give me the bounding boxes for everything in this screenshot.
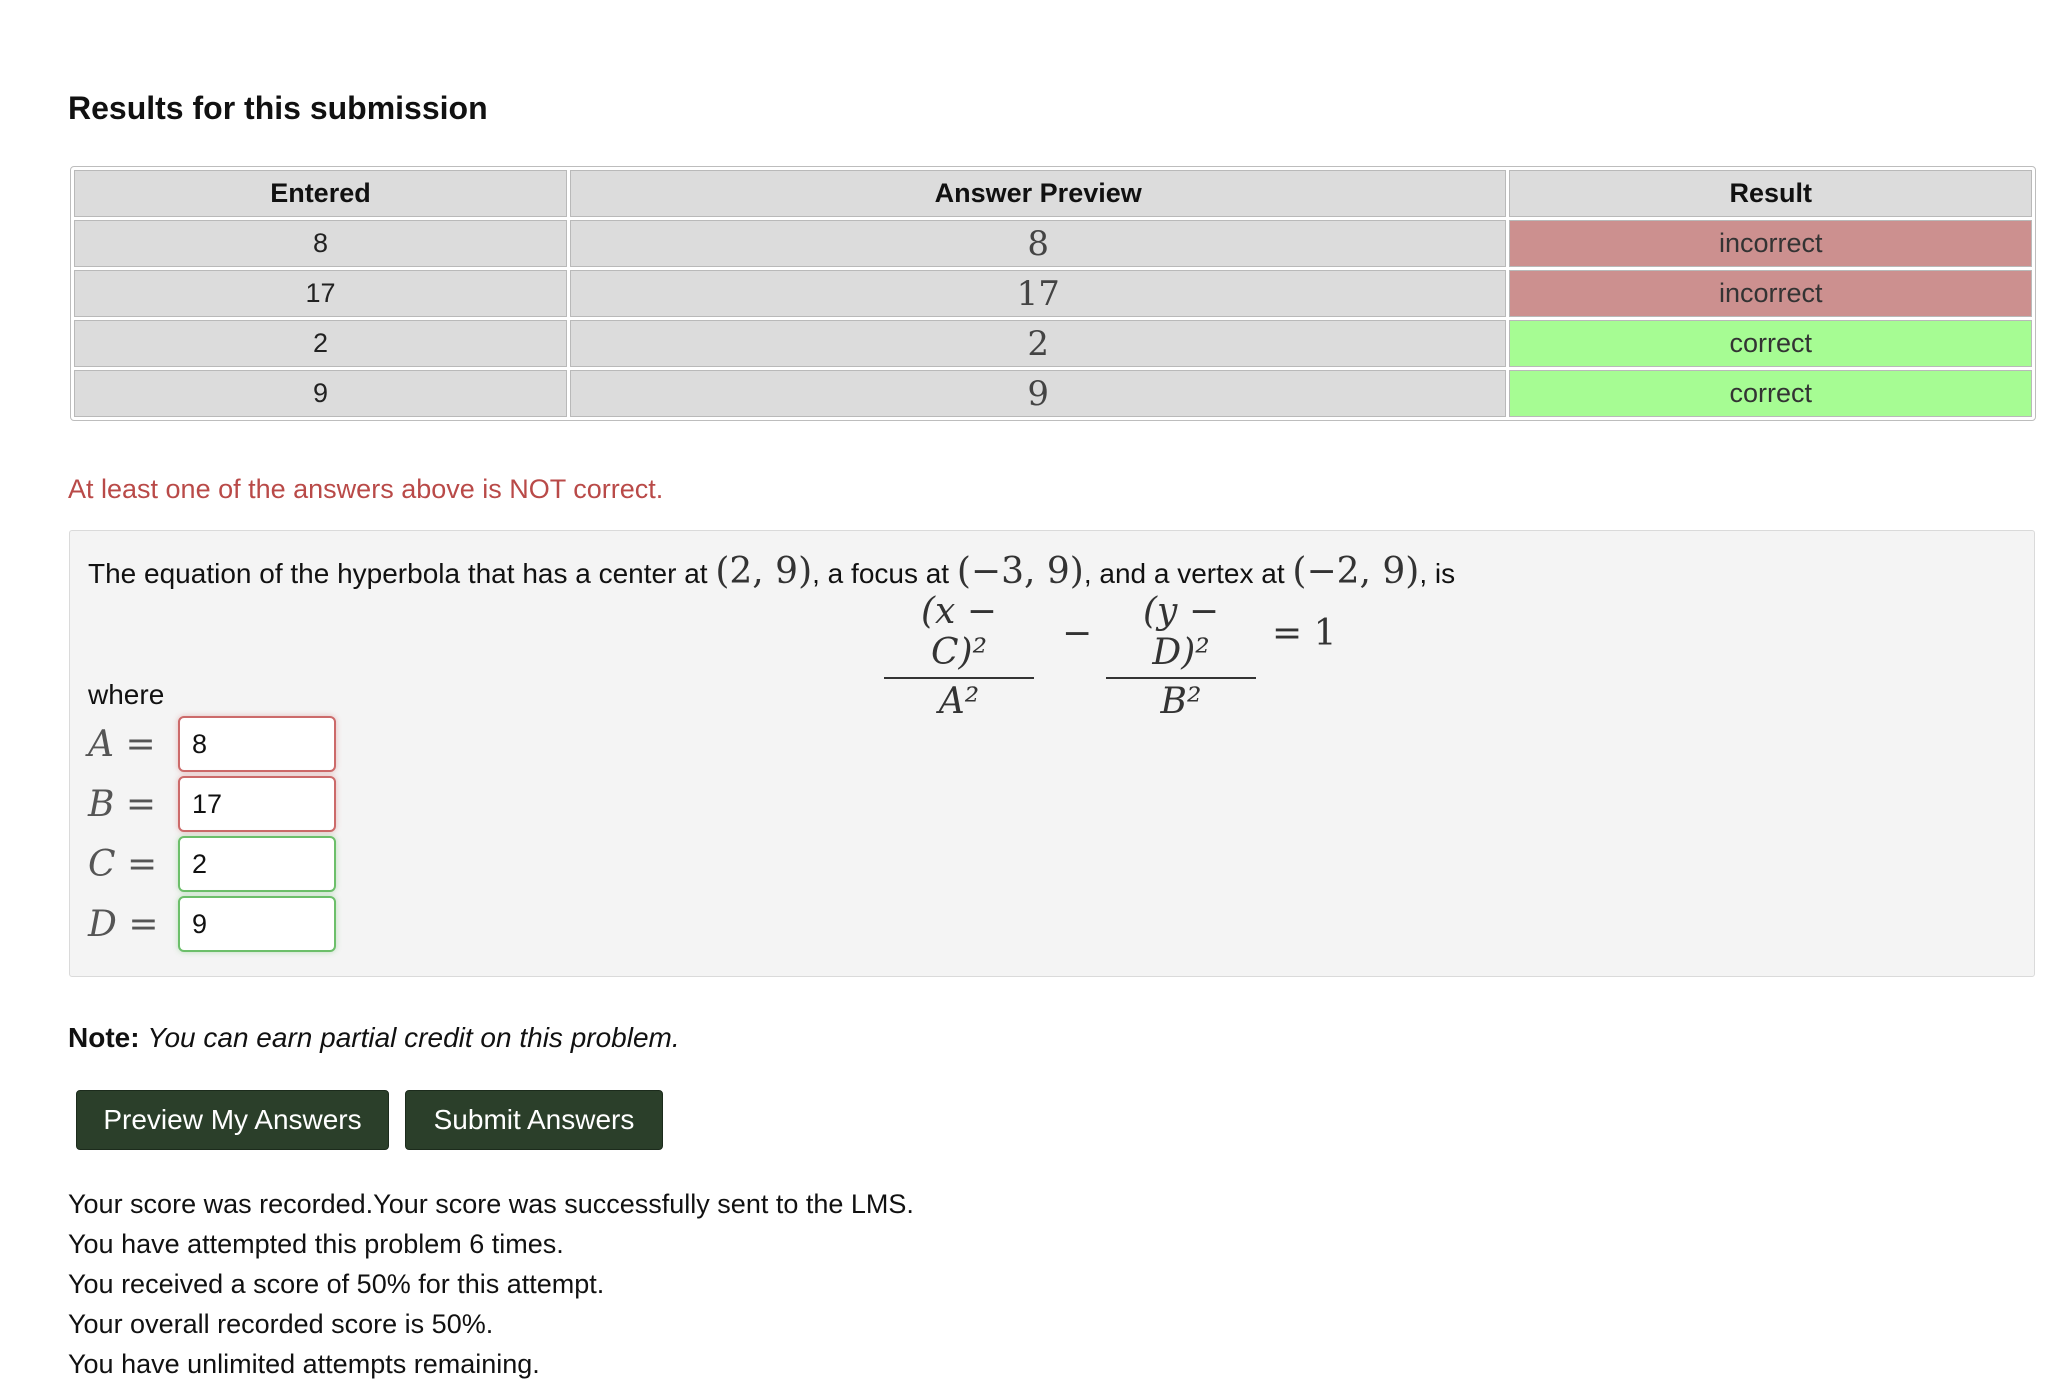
answer-row-a [88, 716, 336, 772]
status-line: You have attempted this problem 6 times. [68, 1229, 564, 1259]
vertex-point: (−2, 9) [1292, 551, 1420, 592]
score-status [68, 1184, 914, 1384]
statement-text: , and a vertex at [1083, 558, 1293, 589]
note-text: You can earn partial credit on this problem. [147, 1022, 680, 1053]
fraction-denominator: B² [1160, 681, 1202, 722]
fraction-numerator: (y − D)² [1106, 591, 1256, 679]
status-line: You have unlimited attempts remaining. [68, 1349, 540, 1379]
results-heading: Results for this submission [68, 90, 488, 126]
problem-box [69, 530, 2035, 977]
result-cell: correct [1509, 370, 2032, 417]
statement-text: The equation of the hyperbola that has a center at [88, 558, 716, 589]
answer-input-d[interactable]: 9 [178, 896, 336, 952]
fraction-y-term [1106, 591, 1256, 722]
center-point: (2, 9) [715, 551, 813, 592]
statement-text: , is [1419, 558, 1456, 589]
incorrect-warning: At least one of the answers above is NOT correct. [68, 474, 664, 504]
results-header-row [74, 170, 2032, 217]
entered-cell: 9 [74, 370, 567, 417]
status-line: You received a score of 50% for this attempt. [68, 1269, 605, 1299]
entered-cell: 2 [74, 320, 567, 367]
fraction-numerator: (x − C)² [884, 591, 1034, 679]
where-label: where [88, 679, 165, 710]
fraction-denominator: A² [938, 681, 980, 722]
column-header-entered: Entered [74, 170, 567, 217]
table-row [74, 370, 2032, 417]
result-cell: correct [1509, 320, 2032, 367]
preview-cell: 9 [570, 370, 1507, 417]
submit-answers-button[interactable]: Submit Answers [405, 1090, 663, 1150]
answer-input-c[interactable]: 2 [178, 836, 336, 892]
answer-input-a[interactable]: 8 [178, 716, 336, 772]
answer-row-c [88, 836, 336, 892]
statement-text: , a focus at [812, 558, 957, 589]
table-row [74, 320, 2032, 367]
answer-row-d [88, 896, 336, 952]
table-row [74, 220, 2032, 267]
variable-label: B = [88, 783, 157, 825]
equation-rhs: = 1 [1272, 613, 1337, 654]
column-header-answer-preview: Answer Preview [570, 170, 1507, 217]
table-row [74, 270, 2032, 317]
answer-input-b[interactable]: 17 [178, 776, 336, 832]
result-cell: incorrect [1509, 220, 2032, 267]
variable-label: C = [88, 843, 158, 885]
minus-sign: − [1062, 613, 1093, 654]
fraction-x-term [884, 591, 1034, 722]
entered-cell: 8 [74, 220, 567, 267]
problem-statement [88, 551, 1455, 592]
status-line: Your overall recorded score is 50%. [68, 1309, 494, 1339]
preview-cell: 17 [570, 270, 1507, 317]
variable-label: A = [88, 723, 156, 765]
answer-row-b [88, 776, 336, 832]
partial-credit-note [68, 1022, 680, 1054]
note-label: Note: [68, 1022, 140, 1053]
status-line: Your score was recorded.Your score was successfully sent to the LMS. [68, 1189, 914, 1219]
preview-cell: 2 [570, 320, 1507, 367]
preview-answers-button[interactable]: Preview My Answers [76, 1090, 389, 1150]
variable-label: D = [88, 903, 159, 945]
column-header-result: Result [1509, 170, 2032, 217]
entered-cell: 17 [74, 270, 567, 317]
result-cell: incorrect [1509, 270, 2032, 317]
preview-cell: 8 [570, 220, 1507, 267]
results-table [70, 166, 2036, 421]
focus-point: (−3, 9) [956, 551, 1084, 592]
